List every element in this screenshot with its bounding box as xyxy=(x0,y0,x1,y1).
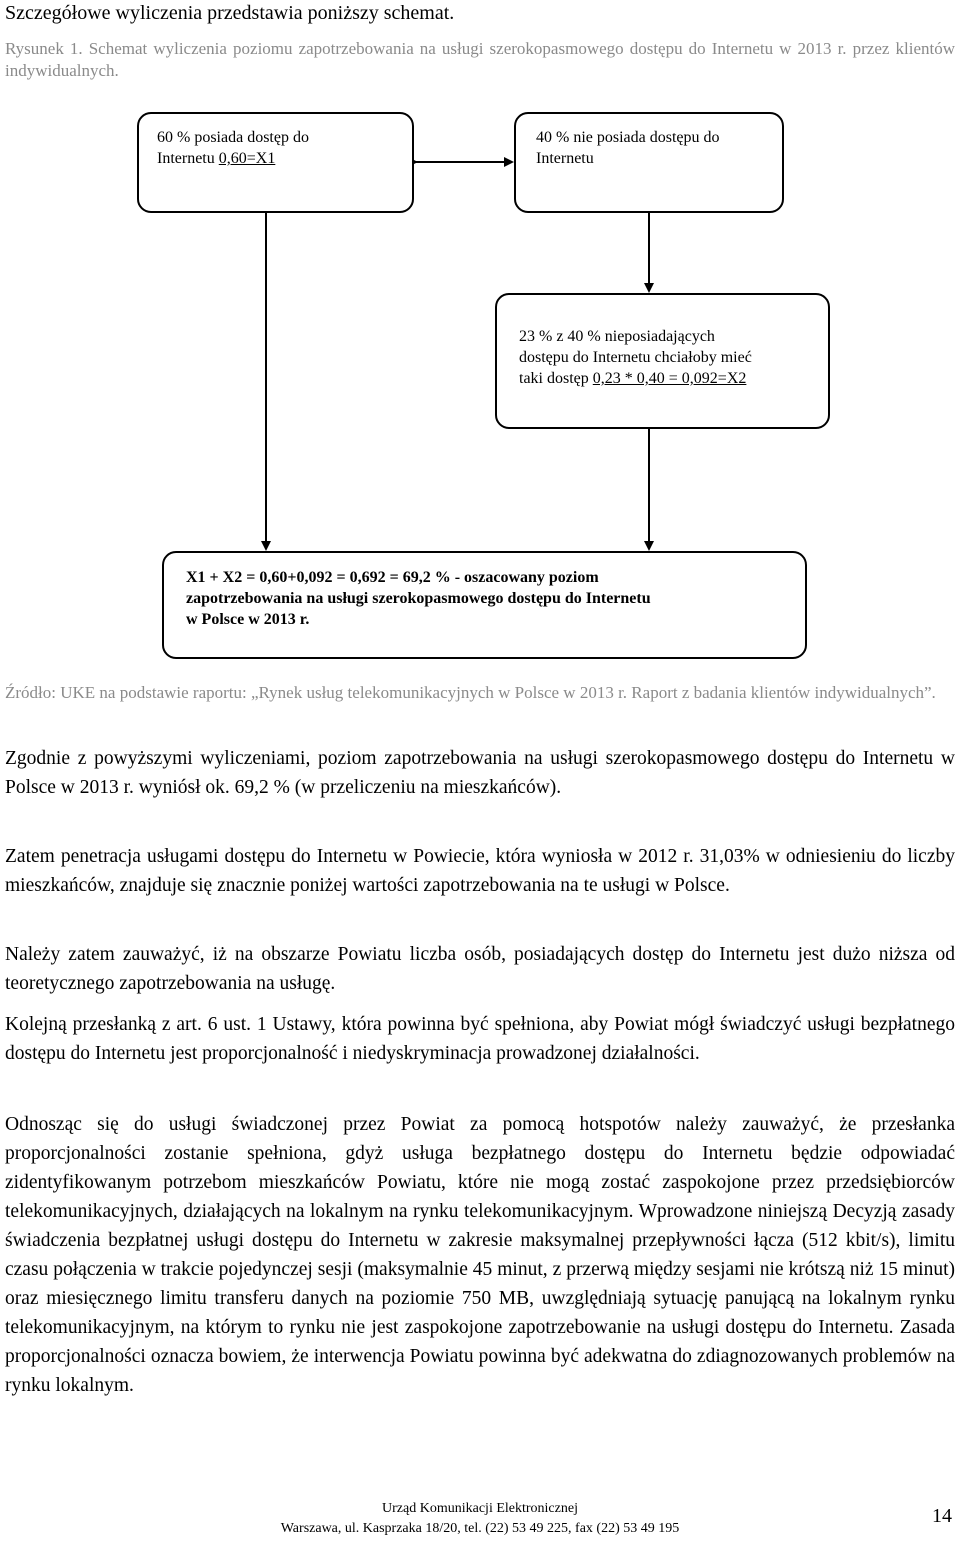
paragraph: Zgodnie z powyższymi wyliczeniami, poziom zapotrzebowania na usługi szerokopasmowego dostępu do Internetu w Polsce w 2013 r. wyniósł ok. 69,2 % (w przeliczeniu na mieszkańców). xyxy=(5,748,955,798)
box4-line3: w Polsce w 2013 r. xyxy=(186,611,310,628)
box-want-access xyxy=(495,293,830,429)
box1-formula: 0,60=X1 xyxy=(218,150,276,167)
box3-formula: 0,23 * 0,40 = 0,092=X2 xyxy=(592,370,747,387)
paragraph: Kolejną przesłanką z art. 6 ust. 1 Ustawy, która powinna być spełniona, aby Powiat mógł świadczyć usługi bezpłatnego dostępu do Internetu jest proporcjonalność i niedyskryminacja prowadzonej działalności. xyxy=(5,1014,955,1064)
box4-line1: X1 + X2 = 0,60+0,092 = 0,692 = 69,2 % - oszacowany poziom xyxy=(186,569,599,586)
box-with-access xyxy=(137,112,414,213)
box1-line2: Internetu xyxy=(157,150,219,167)
box4-line2: zapotrzebowania na usługi szerokopasmowego dostępu do Internetu xyxy=(186,590,651,607)
box1-line1: 60 % posiada dostęp do xyxy=(157,129,309,146)
box3-line1: 23 % z 40 % nieposiadających xyxy=(519,328,715,345)
page-number: 14 xyxy=(932,1505,952,1527)
box2-line1: 40 % nie posiada dostępu do xyxy=(536,129,720,146)
intro-text: Szczegółowe wyliczenia przedstawia poniższy schemat. xyxy=(5,2,455,24)
source-note: Źródło: UKE na podstawie raportu: „Rynek usług telekomunikacyjnych w Polsce w 2013 r. Raport z badania klientów indywidualnych”. xyxy=(5,683,936,702)
paragraph: Odnosząc się do usługi świadczonej przez Powiat za pomocą hotspotów należy zauważyć, że przesłanka proporcjonalności zostanie spełniona, gdyż usługa bezpłatnego dostępu do Internetu będzie odpowiadać zidentyfikowanym potrzebom mieszkańców Powiatu, które nie mogą zostać zaspokojone przez przedsiębiorców telekomunikacyjnych, działających na lokalnym na rynku telekomunikacyjnym. Wprowadzone niniejszą Decyzją zasady świadczenia bezpłatnej usługi dostępu do Internetu w zakresie maksymalnej przepływności łącza (512 kbit/s), limitu czasu połączenia w trakcie pojedynczej sesji (maksymalnie 45 minut, z przerwą między sesjami nie krótszą niż 15 minut) oraz miesięcznego limitu transferu danych na poziomie 750 MB, uwzględniają sytuację panującą na lokalnym rynku telekomunikacyjnym, na którym to rynku nie jest zaspokojone zapotrzebowanie na usługi dostępu do Internetu. Zasada proporcjonalności oznacza bowiem, że interwencja Powiatu powinna być adekwatna do zdiagnozowanych problemów na rynku lokalnym. xyxy=(5,1114,955,1396)
box2-line2: Internetu xyxy=(536,150,594,167)
paragraph: Należy zatem zauważyć, iż na obszarze Powiatu liczba osób, posiadających dostęp do Internetu jest dużo niższa od teoretycznego zapotrzebowania na usługę. xyxy=(5,944,955,994)
box-result xyxy=(162,551,807,659)
box-without-access xyxy=(514,112,784,213)
box3-line2: dostępu do Internetu chciałoby mieć xyxy=(519,349,752,366)
figure-caption: Rysunek 1. Schemat wyliczenia poziomu zapotrzebowania na usługi szerokopasmowego dostępu do Internetu w 2013 r. przez klientów indywidualnych. xyxy=(5,39,955,80)
footer-institution: Urząd Komunikacji Elektronicznej xyxy=(382,1501,578,1516)
footer-address: Warszawa, ul. Kasprzaka 18/20, tel. (22) 53 49 225, fax (22) 53 49 195 xyxy=(280,1521,680,1536)
paragraph: Zatem penetracja usługami dostępu do Internetu w Powiecie, która wyniosła w 2012 r. 31,03% w odniesieniu do liczby mieszkańców, znajduje się znacznie poniżej wartości zapotrzebowania na te usługi w Polsce. xyxy=(5,846,955,896)
box3-line3: taki dostęp xyxy=(519,370,593,387)
